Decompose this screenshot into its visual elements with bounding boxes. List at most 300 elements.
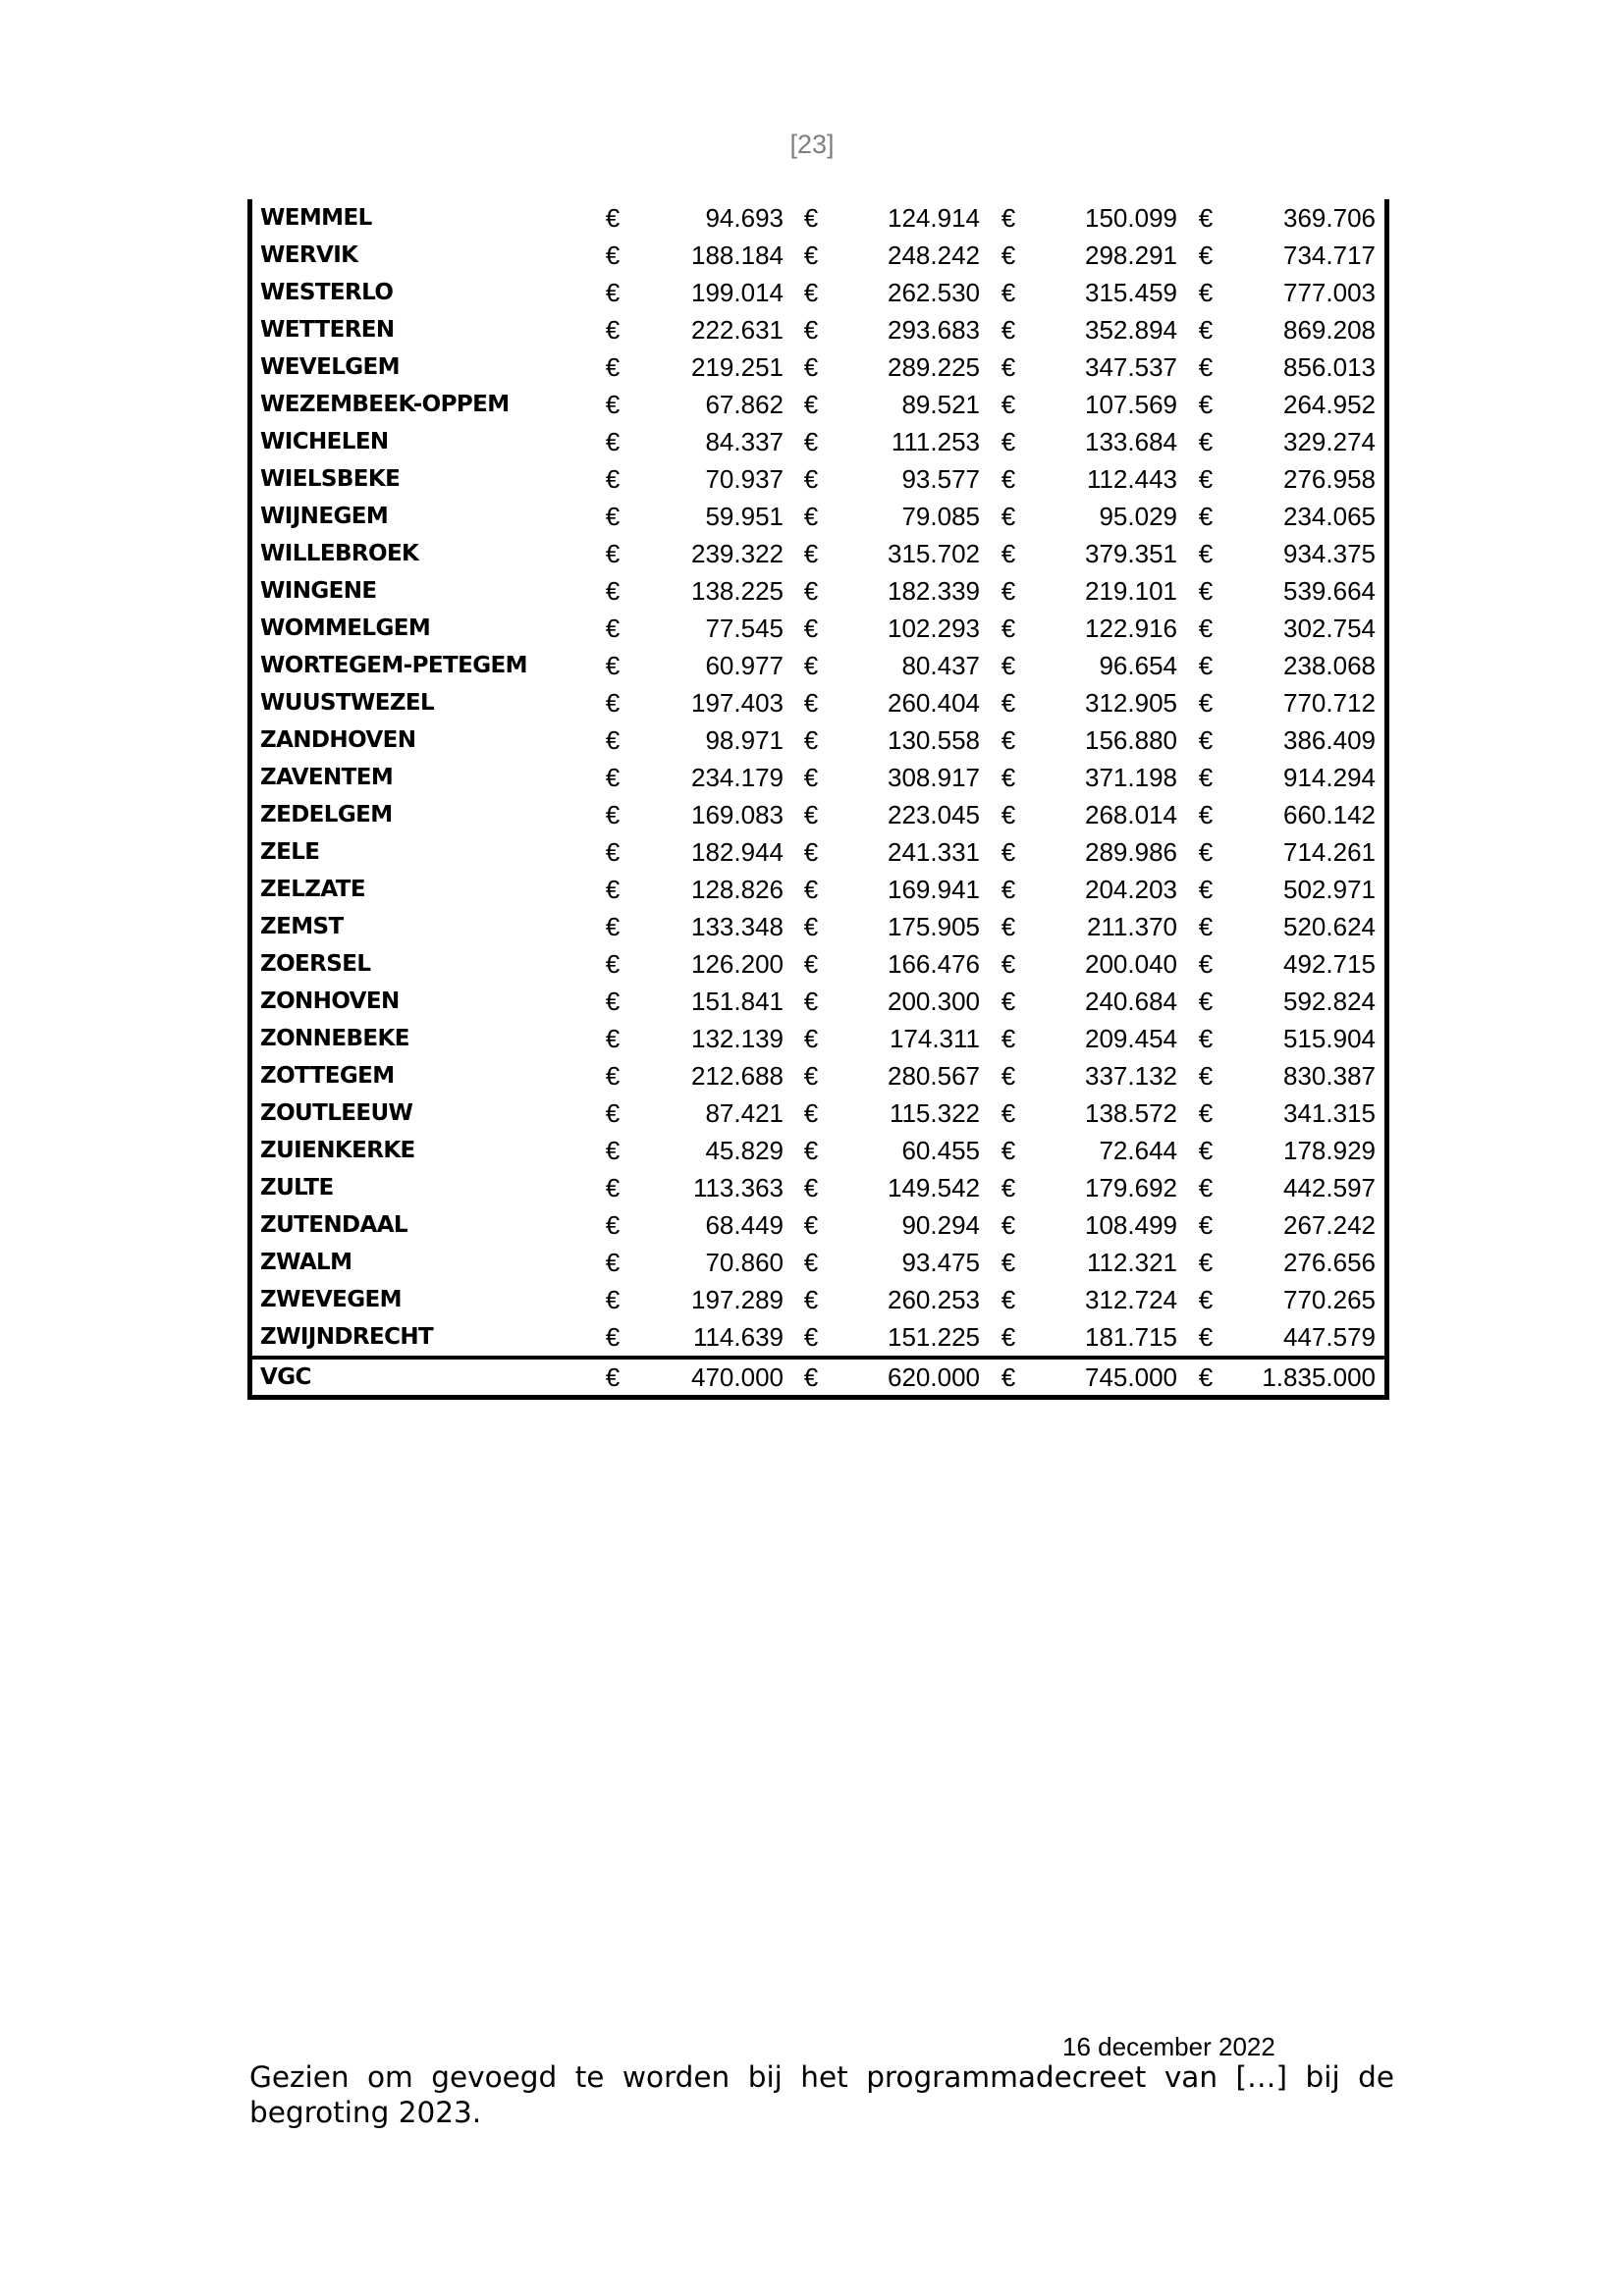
- euro-sign: €: [1001, 1173, 1016, 1202]
- euro-sign: €: [803, 502, 819, 531]
- amount-cell: 200.040: [1085, 949, 1177, 979]
- euro-sign: €: [605, 912, 621, 941]
- euro-sign: €: [605, 1024, 621, 1053]
- amount-cell: 72.644: [1099, 1136, 1177, 1165]
- amount-cell: 539.664: [1283, 576, 1376, 606]
- amount-cell: 347.537: [1085, 352, 1177, 382]
- amount-cell: 241.331: [888, 837, 980, 867]
- euro-sign: €: [1001, 576, 1016, 606]
- amount-cell: 178.929: [1283, 1136, 1376, 1165]
- euro-sign: €: [605, 1210, 621, 1240]
- euro-sign: €: [1001, 203, 1016, 233]
- euro-sign: €: [605, 763, 621, 792]
- euro-sign: €: [1001, 278, 1016, 307]
- municipality-name: ZOTTEGEM: [260, 1063, 395, 1089]
- euro-sign: €: [803, 1024, 819, 1053]
- euro-sign: €: [803, 352, 819, 382]
- euro-sign: €: [803, 651, 819, 680]
- euro-sign: €: [605, 576, 621, 606]
- table-row: [252, 1132, 1384, 1169]
- euro-sign: €: [1198, 725, 1214, 755]
- amount-cell: 293.683: [888, 315, 980, 345]
- table-row: [252, 684, 1384, 721]
- municipality-name: WEVELGEM: [260, 354, 400, 380]
- euro-sign: €: [605, 539, 621, 568]
- euro-sign: €: [605, 651, 621, 680]
- euro-sign: €: [1198, 763, 1214, 792]
- amount-cell: 442.597: [1283, 1173, 1376, 1202]
- euro-sign: €: [1001, 651, 1016, 680]
- amount-cell: 87.421: [705, 1098, 784, 1128]
- euro-sign: €: [1001, 1362, 1016, 1392]
- amount-cell: 122.916: [1085, 614, 1177, 643]
- euro-sign: €: [803, 1248, 819, 1277]
- amount-cell: 212.688: [691, 1061, 784, 1091]
- table-row: [252, 908, 1384, 945]
- amount-cell: 211.370: [1086, 912, 1177, 941]
- municipality-name: ZUTENDAAL: [260, 1212, 407, 1238]
- table-row: [252, 1095, 1384, 1132]
- euro-sign: €: [605, 800, 621, 829]
- euro-sign: €: [605, 1362, 621, 1392]
- amount-cell: 111.253: [891, 427, 980, 456]
- amount-cell: 133.684: [1085, 427, 1177, 456]
- table-row: [252, 1020, 1384, 1057]
- amount-cell: 777.003: [1283, 278, 1376, 307]
- amount-cell: 130.558: [888, 725, 980, 755]
- euro-sign: €: [605, 614, 621, 643]
- euro-sign: €: [1198, 800, 1214, 829]
- municipality-name: WOMMELGEM: [260, 615, 431, 641]
- amount-cell: 260.253: [888, 1285, 980, 1314]
- euro-sign: €: [803, 1322, 819, 1352]
- table-row: [252, 1318, 1384, 1356]
- euro-sign: €: [1198, 1061, 1214, 1091]
- euro-sign: €: [1198, 203, 1214, 233]
- amount-cell: 90.294: [901, 1210, 980, 1240]
- euro-sign: €: [1001, 315, 1016, 345]
- euro-sign: €: [803, 203, 819, 233]
- euro-sign: €: [1198, 875, 1214, 904]
- euro-sign: €: [605, 464, 621, 494]
- amount-cell: 93.577: [901, 464, 980, 494]
- amount-cell: 98.971: [705, 725, 784, 755]
- euro-sign: €: [1198, 1136, 1214, 1165]
- amount-cell: 60.455: [901, 1136, 980, 1165]
- euro-sign: €: [605, 1173, 621, 1202]
- municipality-name: WERVIK: [260, 242, 358, 268]
- municipality-name: WINGENE: [260, 578, 377, 604]
- amount-cell: 124.914: [888, 203, 980, 233]
- euro-sign: €: [1198, 1210, 1214, 1240]
- municipality-name: WIELSBEKE: [260, 466, 401, 492]
- amount-cell: 169.941: [888, 875, 980, 904]
- amount-cell: 248.242: [888, 240, 980, 270]
- table-row: [252, 1244, 1384, 1281]
- euro-sign: €: [1001, 800, 1016, 829]
- amount-cell: 133.348: [691, 912, 784, 941]
- euro-sign: €: [1001, 1024, 1016, 1053]
- euro-sign: €: [605, 278, 621, 307]
- amount-cell: 276.656: [1283, 1248, 1376, 1277]
- euro-sign: €: [605, 502, 621, 531]
- euro-sign: €: [605, 315, 621, 345]
- amount-cell: 181.715: [1085, 1322, 1177, 1352]
- euro-sign: €: [605, 1098, 621, 1128]
- table-row: [252, 796, 1384, 833]
- amount-cell: 223.045: [888, 800, 980, 829]
- euro-sign: €: [803, 875, 819, 904]
- euro-sign: €: [1001, 352, 1016, 382]
- table-row: [252, 833, 1384, 871]
- amount-cell: 93.475: [901, 1248, 980, 1277]
- closing-statement: Gezien om gevoegd te worden bij het programmadecreet van […] bij de begroting 2023.: [249, 2060, 1394, 2129]
- amount-cell: 151.841: [691, 987, 784, 1016]
- euro-sign: €: [605, 949, 621, 979]
- euro-sign: €: [803, 240, 819, 270]
- amount-cell: 447.579: [1283, 1322, 1376, 1352]
- euro-sign: €: [803, 912, 819, 941]
- amount-cell: 515.904: [1283, 1024, 1376, 1053]
- euro-sign: €: [1198, 502, 1214, 531]
- amount-cell: 660.142: [1283, 800, 1376, 829]
- table-row: [252, 1169, 1384, 1206]
- total-row: [252, 1356, 1384, 1400]
- amount-cell: 149.542: [888, 1173, 980, 1202]
- municipality-name: ZWIJNDRECHT: [260, 1324, 434, 1350]
- amount-cell: 856.013: [1283, 352, 1376, 382]
- amount-cell: 112.321: [1086, 1248, 1177, 1277]
- euro-sign: €: [803, 390, 819, 419]
- amount-cell: 197.403: [691, 688, 784, 718]
- table-row: [252, 423, 1384, 460]
- amount-cell: 60.977: [705, 651, 784, 680]
- euro-sign: €: [1198, 390, 1214, 419]
- amount-cell: 289.225: [888, 352, 980, 382]
- amount-cell: 174.311: [889, 1024, 980, 1053]
- euro-sign: €: [605, 725, 621, 755]
- total-value-2: 620.000: [888, 1362, 980, 1392]
- amount-cell: 197.289: [691, 1285, 784, 1314]
- amount-cell: 268.014: [1085, 800, 1177, 829]
- euro-sign: €: [1001, 763, 1016, 792]
- euro-sign: €: [1198, 278, 1214, 307]
- euro-sign: €: [605, 1322, 621, 1352]
- total-value-3: 745.000: [1085, 1362, 1177, 1392]
- euro-sign: €: [1198, 688, 1214, 718]
- table-row: [252, 871, 1384, 908]
- amount-cell: 308.917: [888, 763, 980, 792]
- amount-cell: 182.944: [691, 837, 784, 867]
- amount-cell: 209.454: [1085, 1024, 1177, 1053]
- euro-sign: €: [803, 1362, 819, 1392]
- amount-cell: 138.572: [1085, 1098, 1177, 1128]
- amount-cell: 379.351: [1085, 539, 1177, 568]
- table-row: [252, 610, 1384, 647]
- euro-sign: €: [1198, 576, 1214, 606]
- municipality-name: WETTEREN: [260, 317, 395, 343]
- amount-cell: 219.251: [691, 352, 784, 382]
- table-row: [252, 386, 1384, 423]
- euro-sign: €: [1001, 1098, 1016, 1128]
- euro-sign: €: [1001, 390, 1016, 419]
- euro-sign: €: [1001, 987, 1016, 1016]
- amount-cell: 67.862: [705, 390, 784, 419]
- amount-cell: 80.437: [901, 651, 980, 680]
- amount-cell: 113.363: [692, 1173, 784, 1202]
- euro-sign: €: [1198, 352, 1214, 382]
- amount-cell: 239.322: [691, 539, 784, 568]
- euro-sign: €: [1198, 464, 1214, 494]
- euro-sign: €: [1001, 1322, 1016, 1352]
- table-row: [252, 1206, 1384, 1244]
- amount-cell: 108.499: [1085, 1210, 1177, 1240]
- table-row: [252, 199, 1384, 237]
- municipality-name: WEMMEL: [260, 205, 372, 231]
- municipality-name: ZELZATE: [260, 877, 365, 902]
- amount-cell: 68.449: [705, 1210, 784, 1240]
- euro-sign: €: [1001, 1285, 1016, 1314]
- amount-cell: 94.693: [705, 203, 784, 233]
- amount-cell: 386.409: [1283, 725, 1376, 755]
- municipality-name: WICHELEN: [260, 429, 389, 454]
- euro-sign: €: [1001, 240, 1016, 270]
- euro-sign: €: [1001, 1061, 1016, 1091]
- euro-sign: €: [1198, 1322, 1214, 1352]
- amount-cell: 240.684: [1085, 987, 1177, 1016]
- euro-sign: €: [803, 837, 819, 867]
- amount-cell: 341.315: [1283, 1098, 1376, 1128]
- total-value-1: 470.000: [691, 1362, 784, 1392]
- amount-cell: 352.894: [1085, 315, 1177, 345]
- euro-sign: €: [1198, 1362, 1214, 1392]
- euro-sign: €: [605, 688, 621, 718]
- municipality-name: ZWALM: [260, 1250, 352, 1275]
- amount-cell: 222.631: [691, 315, 784, 345]
- total-row-name: VGC: [260, 1364, 311, 1390]
- amount-cell: 70.860: [705, 1248, 784, 1277]
- euro-sign: €: [1001, 725, 1016, 755]
- euro-sign: €: [803, 1285, 819, 1314]
- amount-cell: 132.139: [691, 1024, 784, 1053]
- amount-cell: 151.225: [888, 1322, 980, 1352]
- municipality-name: ZELE: [260, 839, 320, 865]
- amount-cell: 264.952: [1283, 390, 1376, 419]
- euro-sign: €: [1001, 502, 1016, 531]
- euro-sign: €: [1001, 1136, 1016, 1165]
- amount-cell: 89.521: [901, 390, 980, 419]
- amount-cell: 770.265: [1283, 1285, 1376, 1314]
- euro-sign: €: [605, 1285, 621, 1314]
- table-row: [252, 945, 1384, 983]
- municipality-name: ZAVENTEM: [260, 765, 394, 790]
- amount-cell: 315.702: [888, 539, 980, 568]
- amount-cell: 830.387: [1283, 1061, 1376, 1091]
- municipality-name: ZOERSEL: [260, 951, 371, 977]
- table-row: [252, 498, 1384, 535]
- euro-sign: €: [605, 427, 621, 456]
- euro-sign: €: [1198, 1285, 1214, 1314]
- amount-cell: 166.476: [888, 949, 980, 979]
- euro-sign: €: [1001, 464, 1016, 494]
- euro-sign: €: [1198, 240, 1214, 270]
- amount-cell: 128.826: [691, 875, 784, 904]
- euro-sign: €: [1198, 1098, 1214, 1128]
- euro-sign: €: [1198, 987, 1214, 1016]
- signature-date: 16 december 2022: [1062, 2032, 1275, 2061]
- amount-cell: 267.242: [1283, 1210, 1376, 1240]
- amount-cell: 234.179: [691, 763, 784, 792]
- amount-cell: 169.083: [691, 800, 784, 829]
- table-row: [252, 572, 1384, 610]
- table-row: [252, 535, 1384, 572]
- euro-sign: €: [803, 1098, 819, 1128]
- euro-sign: €: [803, 763, 819, 792]
- amount-cell: 276.958: [1283, 464, 1376, 494]
- euro-sign: €: [605, 203, 621, 233]
- municipality-name: WIJNEGEM: [260, 504, 389, 529]
- euro-sign: €: [605, 352, 621, 382]
- euro-sign: €: [1198, 315, 1214, 345]
- amount-cell: 914.294: [1283, 763, 1376, 792]
- municipality-name: WILLEBROEK: [260, 541, 419, 566]
- euro-sign: €: [1001, 875, 1016, 904]
- table-row: [252, 348, 1384, 386]
- amount-cell: 115.322: [889, 1098, 980, 1128]
- amount-cell: 734.717: [1283, 240, 1376, 270]
- amount-cell: 114.639: [692, 1322, 784, 1352]
- euro-sign: €: [605, 1136, 621, 1165]
- amount-cell: 59.951: [705, 502, 784, 531]
- municipality-name: ZEDELGEM: [260, 802, 393, 828]
- euro-sign: €: [1198, 1248, 1214, 1277]
- euro-sign: €: [803, 987, 819, 1016]
- table-row: [252, 1281, 1384, 1318]
- amount-cell: 312.905: [1085, 688, 1177, 718]
- euro-sign: €: [605, 837, 621, 867]
- table-row: [252, 759, 1384, 796]
- euro-sign: €: [803, 1061, 819, 1091]
- euro-sign: €: [803, 614, 819, 643]
- amount-cell: 869.208: [1283, 315, 1376, 345]
- amount-cell: 934.375: [1283, 539, 1376, 568]
- municipality-name: ZOUTLEEUW: [260, 1100, 413, 1126]
- amount-cell: 199.014: [691, 278, 784, 307]
- table-body: [252, 199, 1384, 1356]
- euro-sign: €: [1001, 539, 1016, 568]
- municipality-name: ZUIENKERKE: [260, 1138, 415, 1163]
- euro-sign: €: [803, 1136, 819, 1165]
- euro-sign: €: [1198, 837, 1214, 867]
- amount-cell: 371.198: [1085, 763, 1177, 792]
- euro-sign: €: [1198, 1024, 1214, 1053]
- amount-cell: 302.754: [1283, 614, 1376, 643]
- amount-cell: 592.824: [1283, 987, 1376, 1016]
- euro-sign: €: [1001, 949, 1016, 979]
- amount-cell: 714.261: [1283, 837, 1376, 867]
- amount-cell: 179.692: [1085, 1173, 1177, 1202]
- amount-cell: 492.715: [1283, 949, 1376, 979]
- amount-cell: 79.085: [901, 502, 980, 531]
- amount-cell: 520.624: [1283, 912, 1376, 941]
- amount-cell: 298.291: [1085, 240, 1177, 270]
- euro-sign: €: [1198, 1173, 1214, 1202]
- table-row: [252, 721, 1384, 759]
- euro-sign: €: [1001, 1248, 1016, 1277]
- euro-sign: €: [803, 688, 819, 718]
- amount-cell: 45.829: [705, 1136, 784, 1165]
- euro-sign: €: [1198, 651, 1214, 680]
- municipality-name: WEZEMBEEK-OPPEM: [260, 392, 510, 417]
- amount-cell: 102.293: [888, 614, 980, 643]
- amount-cell: 70.937: [705, 464, 784, 494]
- amount-cell: 175.905: [888, 912, 980, 941]
- amount-cell: 84.337: [705, 427, 784, 456]
- euro-sign: €: [803, 1210, 819, 1240]
- table-row: [252, 237, 1384, 274]
- amount-cell: 337.132: [1085, 1061, 1177, 1091]
- amount-cell: 188.184: [691, 240, 784, 270]
- euro-sign: €: [803, 464, 819, 494]
- table-row: [252, 1057, 1384, 1095]
- municipality-name: WESTERLO: [260, 280, 394, 305]
- euro-sign: €: [605, 390, 621, 419]
- euro-sign: €: [605, 240, 621, 270]
- amount-cell: 182.339: [888, 576, 980, 606]
- municipality-name: WORTEGEM-PETEGEM: [260, 653, 527, 678]
- amount-cell: 107.569: [1085, 390, 1177, 419]
- amount-cell: 315.459: [1085, 278, 1177, 307]
- euro-sign: €: [803, 800, 819, 829]
- municipality-name: ZWEVEGEM: [260, 1287, 402, 1312]
- table-row: [252, 274, 1384, 311]
- amount-cell: 112.443: [1086, 464, 1177, 494]
- amount-cell: 369.706: [1283, 203, 1376, 233]
- amount-cell: 219.101: [1085, 576, 1177, 606]
- table-row: [252, 460, 1384, 498]
- page-number: [23]: [789, 130, 835, 159]
- amount-cell: 260.404: [888, 688, 980, 718]
- municipality-name: ZONHOVEN: [260, 988, 400, 1014]
- euro-sign: €: [803, 278, 819, 307]
- amount-cell: 96.654: [1099, 651, 1177, 680]
- euro-sign: €: [1001, 912, 1016, 941]
- amount-cell: 150.099: [1085, 203, 1177, 233]
- euro-sign: €: [1001, 427, 1016, 456]
- euro-sign: €: [803, 725, 819, 755]
- amount-cell: 262.530: [888, 278, 980, 307]
- table-row: [252, 983, 1384, 1020]
- euro-sign: €: [1001, 837, 1016, 867]
- euro-sign: €: [1001, 1210, 1016, 1240]
- total-value-4: 1.835.000: [1262, 1362, 1376, 1392]
- euro-sign: €: [1198, 539, 1214, 568]
- euro-sign: €: [803, 315, 819, 345]
- amount-cell: 126.200: [691, 949, 784, 979]
- euro-sign: €: [803, 949, 819, 979]
- municipality-name: WUUSTWEZEL: [260, 690, 435, 716]
- euro-sign: €: [803, 427, 819, 456]
- amount-cell: 77.545: [705, 614, 784, 643]
- euro-sign: €: [605, 875, 621, 904]
- amount-cell: 200.300: [888, 987, 980, 1016]
- amount-cell: 502.971: [1283, 875, 1376, 904]
- amount-cell: 280.567: [888, 1061, 980, 1091]
- euro-sign: €: [605, 1061, 621, 1091]
- amount-cell: 238.068: [1283, 651, 1376, 680]
- municipality-name: ZULTE: [260, 1175, 334, 1201]
- allocation-table: [247, 199, 1389, 1400]
